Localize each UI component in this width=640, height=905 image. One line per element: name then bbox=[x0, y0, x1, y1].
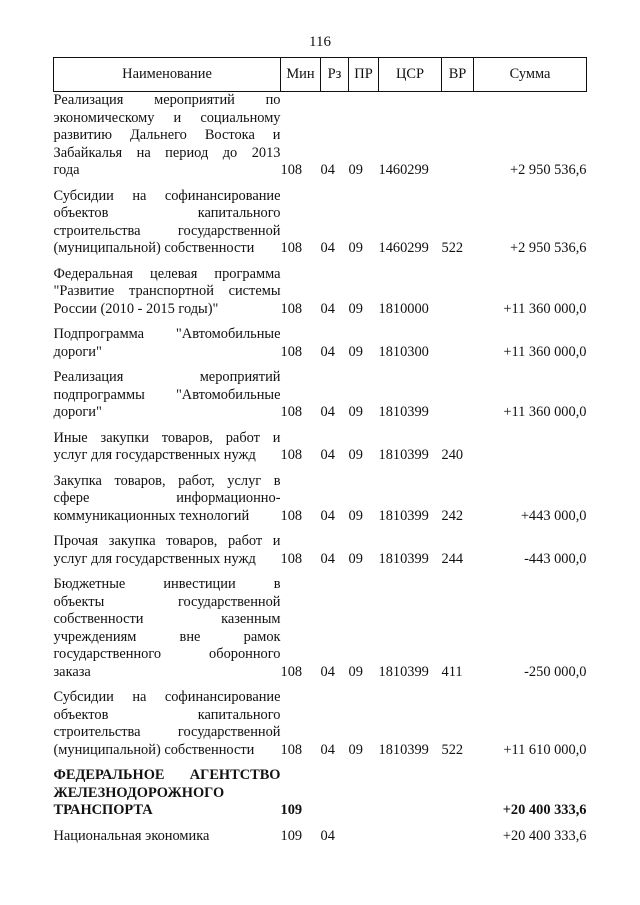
row-name-line: объектов капитального bbox=[53, 706, 281, 723]
cell-sum: +11 360 000,0 bbox=[503, 300, 587, 317]
row-name-line: Федеральная целевая программа bbox=[53, 265, 281, 282]
row-name-line: Бюджетные инвестиции в bbox=[53, 576, 281, 592]
cell-sum: +11 360 000,0 bbox=[503, 343, 587, 360]
row-name bbox=[54, 266, 281, 319]
cell-sum: +20 400 333,6 bbox=[502, 802, 587, 818]
row-name-line: Реализация мероприятий bbox=[53, 369, 281, 385]
row-name-line: строительства государственной bbox=[53, 724, 281, 740]
cell-pr: 09 bbox=[348, 300, 363, 317]
row-name-line: строительства государственной bbox=[53, 222, 281, 239]
cell-vr bbox=[442, 767, 474, 820]
header-name: Наименование bbox=[54, 58, 281, 92]
cell-csr: 1810399 bbox=[378, 507, 429, 524]
cell-min: 108 bbox=[280, 240, 303, 256]
cell-pr: 09 bbox=[348, 240, 363, 256]
row-name-line: России (2010 - 2015 годы)" bbox=[53, 300, 219, 317]
cell-csr: 1810399 bbox=[378, 663, 429, 680]
row-gap bbox=[54, 361, 587, 369]
row-name-line: коммуникационных технологий bbox=[53, 507, 250, 524]
header-sum: Сумма bbox=[474, 58, 587, 92]
cell-sum: -250 000,0 bbox=[524, 663, 587, 680]
row-gap-cell bbox=[54, 525, 587, 533]
cell-vr bbox=[442, 828, 474, 846]
cell-min: 108 bbox=[280, 162, 303, 178]
budget-table bbox=[53, 57, 587, 845]
cell-rz: 04 bbox=[320, 343, 335, 360]
row-gap-cell bbox=[54, 422, 587, 430]
header-min: Мин bbox=[281, 58, 321, 92]
cell-pr: 09 bbox=[348, 663, 363, 680]
cell-csr: 1460299 bbox=[378, 240, 429, 256]
row-gap bbox=[54, 681, 587, 689]
cell-rz: 04 bbox=[320, 404, 335, 420]
cell-csr: 1810399 bbox=[378, 404, 429, 420]
cell-pr: 09 bbox=[348, 741, 363, 758]
row-name-line: объектов капитального bbox=[53, 205, 281, 221]
row-name-line: подпрограммы "Автомобильные bbox=[53, 386, 281, 403]
row-gap-cell bbox=[54, 318, 587, 326]
row-name-line: Субсидии на софинансирование bbox=[53, 689, 281, 705]
cell-sum: +11 360 000,0 bbox=[503, 404, 587, 420]
row-gap-cell bbox=[54, 681, 587, 689]
row-name bbox=[54, 828, 281, 846]
cell-csr bbox=[379, 828, 442, 846]
cell-csr: 1810399 bbox=[378, 447, 429, 463]
cell-min: 109 bbox=[280, 827, 303, 844]
table-row bbox=[54, 767, 587, 820]
row-name-line: (муниципальной) собственности bbox=[53, 240, 255, 256]
table-body bbox=[54, 92, 587, 846]
row-gap bbox=[54, 180, 587, 188]
table-row bbox=[54, 188, 587, 258]
cell-csr: 1810399 bbox=[378, 550, 429, 567]
cell-vr: 244 bbox=[441, 550, 464, 567]
cell-min: 108 bbox=[280, 447, 303, 463]
row-name-line: учреждениям вне рамок bbox=[53, 628, 281, 645]
row-gap-cell bbox=[54, 759, 587, 767]
row-gap bbox=[54, 258, 587, 266]
row-name bbox=[54, 689, 281, 759]
row-name-line: объекты государственной bbox=[53, 593, 281, 610]
cell-min: 108 bbox=[280, 343, 303, 360]
header-pr: ПР bbox=[349, 58, 379, 92]
row-name bbox=[54, 369, 281, 422]
cell-min: 108 bbox=[280, 663, 303, 680]
row-gap bbox=[54, 422, 587, 430]
cell-rz: 04 bbox=[320, 162, 335, 178]
row-name-line: Субсидии на софинансирование bbox=[53, 187, 281, 204]
row-name-line: ЖЕЛЕЗНОДОРОЖНОГО bbox=[53, 784, 225, 801]
row-gap-cell bbox=[54, 180, 587, 188]
cell-csr bbox=[379, 767, 442, 820]
cell-vr: 522 bbox=[441, 240, 464, 256]
header-rz: Рз bbox=[321, 58, 349, 92]
cell-pr: 09 bbox=[348, 447, 363, 463]
cell-min: 108 bbox=[280, 300, 303, 317]
row-name-line: экономическому и социальному bbox=[53, 109, 281, 126]
cell-vr: 242 bbox=[441, 507, 464, 524]
table-row bbox=[54, 92, 587, 180]
cell-rz: 04 bbox=[320, 300, 335, 317]
cell-min: 109 bbox=[280, 802, 303, 818]
cell-vr bbox=[442, 326, 474, 361]
row-gap-cell bbox=[54, 820, 587, 828]
table-row bbox=[54, 369, 587, 422]
cell-rz bbox=[321, 767, 349, 820]
row-name-line: года bbox=[53, 162, 80, 178]
cell-min: 108 bbox=[280, 404, 303, 420]
row-name-line: государственного оборонного bbox=[53, 646, 281, 662]
header-row bbox=[54, 58, 587, 92]
cell-rz: 04 bbox=[320, 827, 335, 844]
cell-pr: 09 bbox=[348, 162, 363, 178]
row-gap bbox=[54, 465, 587, 473]
cell-sum bbox=[474, 430, 587, 465]
row-name-line: услуг для государственных нужд bbox=[53, 550, 256, 567]
row-name-line: ФЕДЕРАЛЬНОЕ АГЕНТСТВО bbox=[53, 767, 281, 783]
cell-vr bbox=[442, 266, 474, 319]
cell-pr bbox=[349, 767, 379, 820]
row-gap-cell bbox=[54, 258, 587, 266]
row-name-line: Подпрограмма "Автомобильные bbox=[53, 326, 281, 342]
row-name bbox=[54, 188, 281, 258]
cell-min: 108 bbox=[280, 507, 303, 524]
header-vr: ВР bbox=[442, 58, 474, 92]
cell-csr: 1810000 bbox=[378, 300, 429, 317]
row-gap bbox=[54, 318, 587, 326]
cell-vr: 522 bbox=[441, 741, 464, 758]
table-row bbox=[54, 430, 587, 465]
row-gap-cell bbox=[54, 465, 587, 473]
cell-sum: +443 000,0 bbox=[520, 507, 587, 524]
row-name-line: Реализация мероприятий по bbox=[53, 92, 281, 108]
row-name-line: Иные закупки товаров, работ и bbox=[53, 429, 281, 446]
cell-rz: 04 bbox=[320, 447, 335, 463]
row-name-line: Забайкалья на период до 2013 bbox=[53, 144, 281, 161]
row-name-line: Прочая закупка товаров, работ и bbox=[53, 533, 281, 549]
row-gap bbox=[54, 525, 587, 533]
cell-rz: 04 bbox=[320, 240, 335, 256]
row-name-line: ТРАНСПОРТА bbox=[53, 802, 153, 818]
cell-pr: 09 bbox=[348, 343, 363, 360]
cell-sum: +11 610 000,0 bbox=[503, 741, 587, 758]
row-gap bbox=[54, 568, 587, 576]
cell-pr bbox=[349, 828, 379, 846]
cell-min: 108 bbox=[280, 741, 303, 758]
row-name-line: заказа bbox=[53, 663, 91, 680]
table-row bbox=[54, 828, 587, 846]
row-gap-cell bbox=[54, 361, 587, 369]
row-name bbox=[54, 576, 281, 681]
cell-sum: +2 950 536,6 bbox=[510, 162, 587, 178]
table-row bbox=[54, 533, 587, 568]
cell-csr: 1810300 bbox=[378, 343, 429, 360]
cell-csr: 1460299 bbox=[378, 162, 429, 178]
row-name bbox=[54, 430, 281, 465]
cell-pr: 09 bbox=[348, 404, 363, 420]
cell-vr bbox=[442, 369, 474, 422]
row-name bbox=[54, 767, 281, 820]
row-name-line: сфере информационно- bbox=[53, 490, 281, 506]
cell-vr: 411 bbox=[441, 663, 463, 680]
row-name-line: дороги" bbox=[53, 404, 102, 420]
header-csr: ЦСР bbox=[379, 58, 442, 92]
cell-vr bbox=[442, 92, 474, 180]
row-gap bbox=[54, 820, 587, 828]
cell-sum: +2 950 536,6 bbox=[510, 240, 587, 256]
row-name-line: дороги" bbox=[53, 343, 102, 360]
cell-pr: 09 bbox=[348, 507, 363, 524]
row-gap-cell bbox=[54, 568, 587, 576]
row-name-line: Закупка товаров, работ, услуг в bbox=[53, 472, 281, 489]
row-name bbox=[54, 92, 281, 180]
table-row bbox=[54, 326, 587, 361]
row-gap bbox=[54, 759, 587, 767]
cell-sum: -443 000,0 bbox=[524, 550, 587, 567]
cell-rz: 04 bbox=[320, 741, 335, 758]
row-name-line: развитию Дальнего Востока и bbox=[53, 127, 281, 143]
table-row bbox=[54, 473, 587, 526]
cell-csr: 1810399 bbox=[378, 741, 429, 758]
row-name bbox=[54, 473, 281, 526]
page-number: 116 bbox=[309, 34, 331, 50]
row-name-line: "Развитие транспортной системы bbox=[53, 283, 281, 299]
cell-rz: 04 bbox=[320, 507, 335, 524]
cell-min: 108 bbox=[280, 550, 303, 567]
cell-rz: 04 bbox=[320, 663, 335, 680]
row-name bbox=[54, 533, 281, 568]
row-name bbox=[54, 326, 281, 361]
cell-rz: 04 bbox=[320, 550, 335, 567]
cell-sum: +20 400 333,6 bbox=[502, 827, 587, 844]
row-name-line: собственности казенным bbox=[53, 611, 281, 627]
table-row bbox=[54, 689, 587, 759]
cell-vr: 240 bbox=[441, 447, 464, 463]
row-name-line: (муниципальной) собственности bbox=[53, 741, 255, 758]
cell-pr: 09 bbox=[348, 550, 363, 567]
table-row bbox=[54, 576, 587, 681]
row-name-line: услуг для государственных нужд bbox=[53, 447, 256, 463]
row-name-line: Национальная экономика bbox=[53, 827, 210, 844]
table-row bbox=[54, 266, 587, 319]
